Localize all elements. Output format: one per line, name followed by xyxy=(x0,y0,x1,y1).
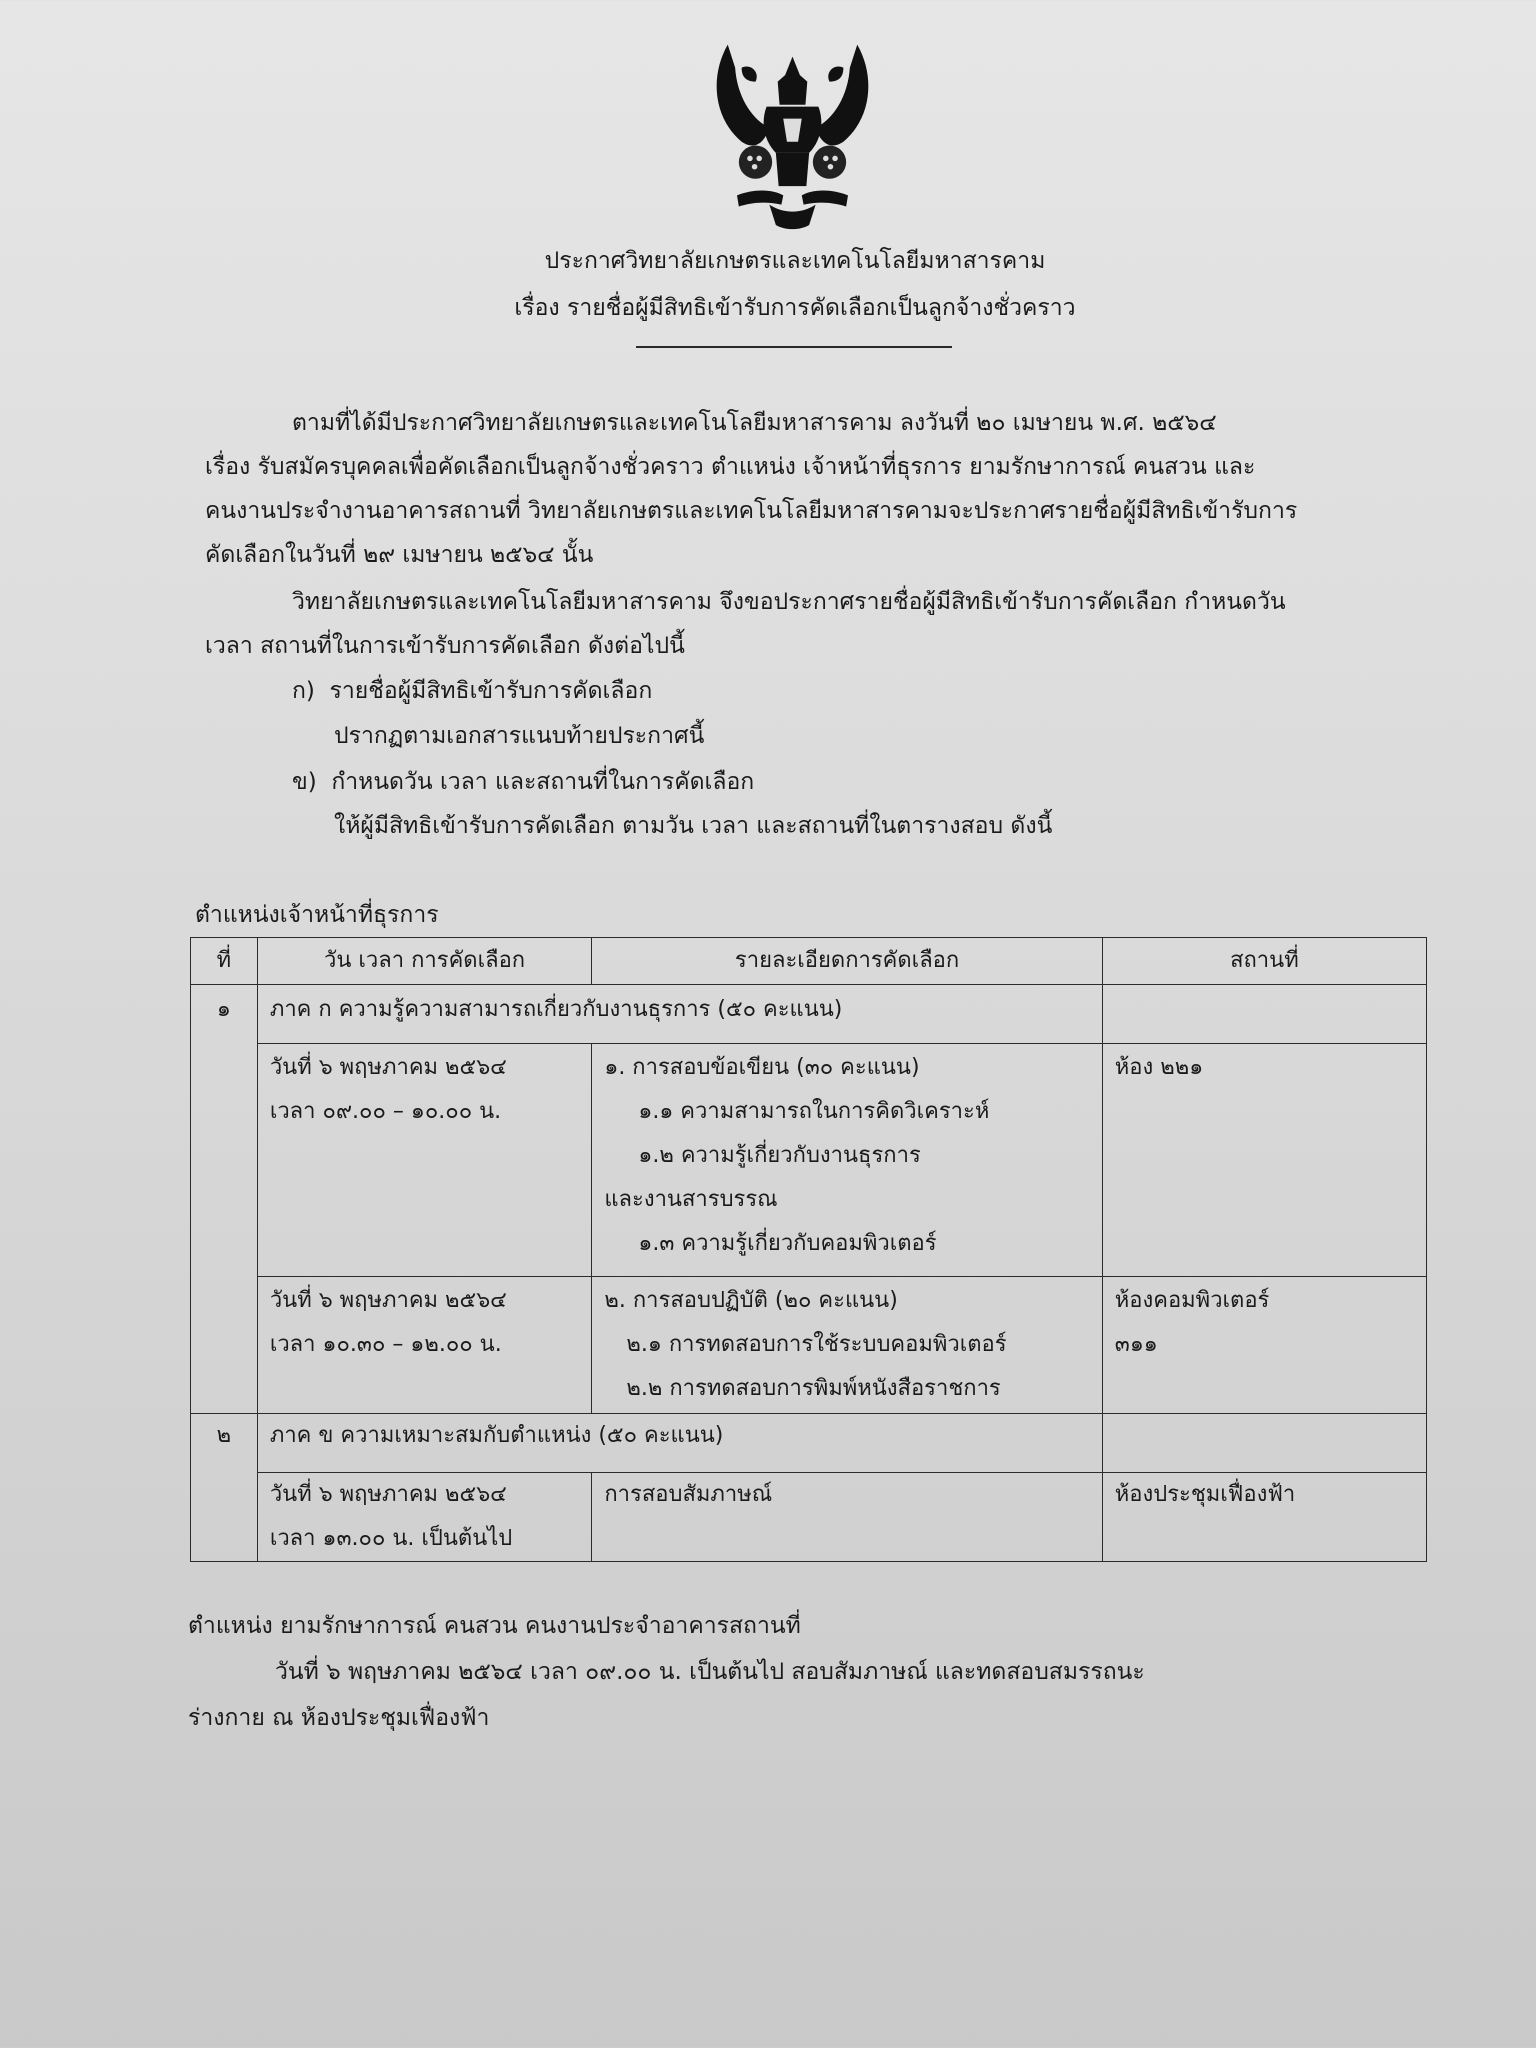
column-header-datetime: วัน เวลา การคัดเลือก xyxy=(257,938,592,985)
other-positions-location: ร่างกาย ณ ห้องประชุมเฟื่องฟ้า xyxy=(188,1705,490,1731)
table-section-row xyxy=(191,985,1427,1044)
section-place-empty xyxy=(1102,1414,1426,1473)
section-number: ๒ xyxy=(191,1414,258,1562)
datetime-cell xyxy=(257,1473,592,1562)
item-b-marker: ข) xyxy=(292,769,317,795)
exam-time: เวลา ๑๓.๐๐ น. เป็นต้นไป xyxy=(269,1526,513,1551)
section-title: ภาค ข ความเหมาะสมกับตำแหน่ง (๕๐ คะแนน) xyxy=(257,1414,1102,1473)
other-positions-schedule: วันที่ ๖ พฤษภาคม ๒๕๖๔ เวลา ๐๙.๐๐ น. เป็นต้นไป สอบสัมภาษณ์ และทดสอบสมรรถนะ xyxy=(275,1659,1145,1685)
table-row xyxy=(191,1473,1427,1562)
detail-cell xyxy=(592,1044,1102,1277)
place-cell xyxy=(1102,1473,1426,1562)
item-a-detail: ปรากฏตามเอกสารแนบท้ายประกาศนี้ xyxy=(334,723,705,749)
column-header-detail: รายละเอียดการคัดเลือก xyxy=(592,938,1102,985)
detail-title: ๒. การสอบปฏิบัติ (๒๐ คะแนน) xyxy=(604,1288,898,1313)
intro-p1-line3: คนงานประจำงานอาคารสถานที่ วิทยาลัยเกษตรและเทคโนโลยีมหาสารคามจะประกาศรายชื่อผู้มีสิทธิเข้ารับการ xyxy=(205,498,1298,524)
place-cell xyxy=(1102,1044,1426,1277)
exam-place: ห้องประชุมเฟื่องฟ้า xyxy=(1114,1482,1296,1507)
item-a xyxy=(292,676,652,706)
item-b-detail: ให้ผู้มีสิทธิเข้ารับการคัดเลือก ตามวัน เวลา และสถานที่ในตารางสอบ ดังนี้ xyxy=(334,813,1053,839)
column-header-place: สถานที่ xyxy=(1102,938,1426,985)
detail-item: ๒.๑ การทดสอบการใช้ระบบคอมพิวเตอร์ xyxy=(626,1332,1007,1357)
table-header-row xyxy=(191,938,1427,985)
table-section-row xyxy=(191,1414,1427,1473)
garuda-emblem-icon xyxy=(700,30,885,235)
detail-item: ๒.๒ การทดสอบการพิมพ์หนังสือราชการ xyxy=(626,1376,1001,1401)
detail-title: ๑. การสอบข้อเขียน (๓๐ คะแนน) xyxy=(604,1055,920,1080)
section-title: ภาค ก ความรู้ความสามารถเกี่ยวกับงานธุรการ (๕๐ คะแนน) xyxy=(257,985,1102,1044)
detail-item: ๑.๓ ความรู้เกี่ยวกับคอมพิวเตอร์ xyxy=(638,1231,937,1256)
item-b-heading: กำหนดวัน เวลา และสถานที่ในการคัดเลือก xyxy=(331,769,755,795)
detail-item: ๑.๒ ความรู้เกี่ยวกับงานธุรการ xyxy=(638,1143,921,1168)
detail-title: การสอบสัมภาษณ์ xyxy=(604,1482,773,1507)
exam-time: เวลา ๐๙.๐๐ – ๑๐.๐๐ น. xyxy=(269,1099,502,1124)
exam-date: วันที่ ๖ พฤษภาคม ๒๕๖๔ xyxy=(269,1482,507,1507)
intro-p2-line1: วิทยาลัยเกษตรและเทคโนโลยีมหาสารคาม จึงขอประกาศรายชื่อผู้มีสิทธิเข้ารับการคัดเลือก กำหนดวัน xyxy=(292,589,1286,615)
exam-place: ห้อง ๒๒๑ xyxy=(1114,1055,1204,1080)
table-row xyxy=(191,1277,1427,1414)
item-a-marker: ก) xyxy=(292,678,315,704)
header-divider xyxy=(636,346,952,348)
exam-place: ห้องคอมพิวเตอร์ xyxy=(1114,1288,1270,1313)
exam-date: วันที่ ๖ พฤษภาคม ๒๕๖๔ xyxy=(269,1288,507,1313)
item-b xyxy=(292,767,754,797)
other-positions-title: ตำแหน่ง ยามรักษาการณ์ คนสวน คนงานประจำอาคารสถานที่ xyxy=(188,1613,801,1639)
intro-p2-line2: เวลา สถานที่ในการเข้ารับการคัดเลือก ดังต่อไปนี้ xyxy=(205,633,685,659)
column-header-no: ที่ xyxy=(191,938,258,985)
exam-time: เวลา ๑๐.๓๐ – ๑๒.๐๐ น. xyxy=(269,1332,502,1357)
datetime-cell xyxy=(257,1277,592,1414)
detail-item-continuation: และงานสารบรรณ xyxy=(604,1187,778,1212)
exam-date: วันที่ ๖ พฤษภาคม ๒๕๖๔ xyxy=(269,1055,507,1080)
exam-place-room: ๓๑๑ xyxy=(1114,1332,1158,1357)
table-row xyxy=(191,1044,1427,1277)
datetime-cell xyxy=(257,1044,592,1277)
section-place-empty xyxy=(1102,985,1426,1044)
item-a-heading: รายชื่อผู้มีสิทธิเข้ารับการคัดเลือก xyxy=(329,678,653,704)
selection-schedule-table xyxy=(190,937,1427,1562)
intro-p1-line1: ตามที่ได้มีประกาศวิทยาลัยเกษตรและเทคโนโลยีมหาสารคาม ลงวันที่ ๒๐ เมษายน พ.ศ. ๒๕๖๔ xyxy=(292,410,1217,436)
announcement-title: ประกาศวิทยาลัยเกษตรและเทคโนโลยีมหาสารคาม xyxy=(544,248,1046,274)
detail-cell xyxy=(592,1473,1102,1562)
intro-p1-line2: เรื่อง รับสมัครบุคคลเพื่อคัดเลือกเป็นลูกจ้างชั่วคราว ตำแหน่ง เจ้าหน้าที่ธุรการ ยามรักษาการณ์ คนสวน และ xyxy=(205,454,1256,480)
announcement-subject: เรื่อง รายชื่อผู้มีสิทธิเข้ารับการคัดเลือกเป็นลูกจ้างชั่วคราว xyxy=(514,295,1076,321)
detail-cell xyxy=(592,1277,1102,1414)
place-cell xyxy=(1102,1277,1426,1414)
section-number: ๑ xyxy=(191,985,258,1414)
table-section-title: ตำแหน่งเจ้าหน้าที่ธุรการ xyxy=(195,902,439,928)
detail-item: ๑.๑ ความสามารถในการคิดวิเคราะห์ xyxy=(638,1099,990,1124)
intro-p1-line4: คัดเลือกในวันที่ ๒๙ เมษายน ๒๕๖๔ นั้น xyxy=(205,542,594,568)
